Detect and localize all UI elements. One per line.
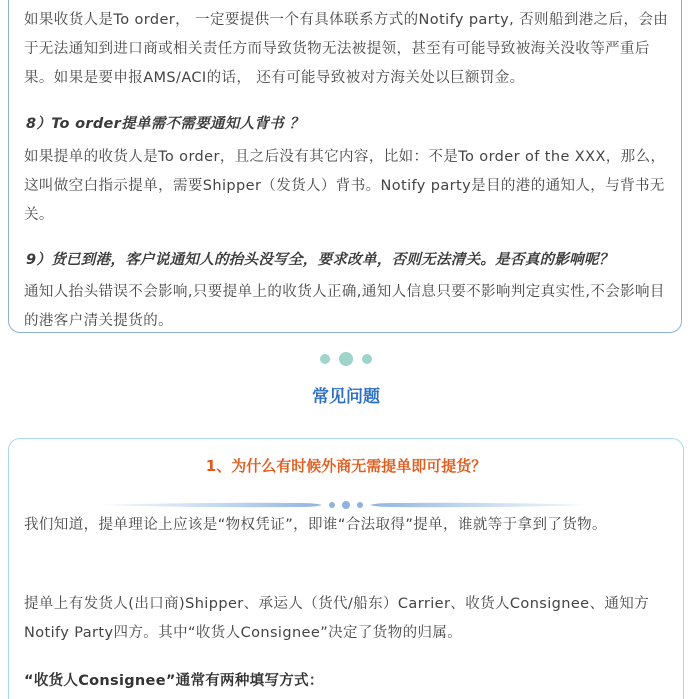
answer-paragraph-notify-party: 如果收货人是To order， 一定要提供一个有具体联系方式的Notify party, 否则船到港之后，会由于无法通知到进口商或相关责任方而导致货物无法被提领，甚至有可能导致被海关没收等严重后果。如果是要申报AMS/ACI的话， 还有可能导致被对方海关处以巨额罚金。 <box>24 12 669 86</box>
faq-card <box>8 438 684 699</box>
question-heading-9: 9）货已到港，客户说通知人的抬头没写全，要求改单，否则无法清关。是否真的影响呢？ <box>26 252 614 268</box>
answer-paragraph-endorsement: 如果提单的收货人是To order，且之后没有其它内容，比如：不是To order of the XXX，那么，这叫做空白指示提单，需要Shipper（发货人）背书。Notify party是目的港的通知人，与背书无关。 <box>24 149 666 223</box>
decorative-dots <box>318 352 378 366</box>
wave-divider <box>100 498 592 512</box>
consignee-methods-heading: “收货人Consignee”通常有两种填写方式： <box>24 673 324 689</box>
faq-paragraph-document-of-title: 我们知道，提单理论上应该是“物权凭证”，即谁“合法取得”提单，谁就等于拿到了货物。 <box>24 517 607 533</box>
dot-icon <box>339 352 353 366</box>
faq-paragraph-four-parties: 提单上有发货人(出口商)Shipper、承运人（货代/船东）Carrier、收货人Consignee、通知方Notify Party四方。其中“收货人Consignee”决定了货物的归属。 <box>24 596 650 641</box>
question-heading-8: 8）To order提单需不需要通知人背书 ？ <box>26 116 305 132</box>
dot-icon <box>362 354 372 364</box>
section-title: 常见问题 <box>312 387 380 407</box>
answer-paragraph-notify-title: 通知人抬头错误不会影响,只要提单上的收货人正确,通知人信息只要不影响判定真实性,不会影响目的港客户清关提货的。 <box>24 284 665 329</box>
faq-question-1: 1、为什么有时候外商无需提单即可提货？ <box>205 457 487 475</box>
dot-icon <box>320 354 330 364</box>
